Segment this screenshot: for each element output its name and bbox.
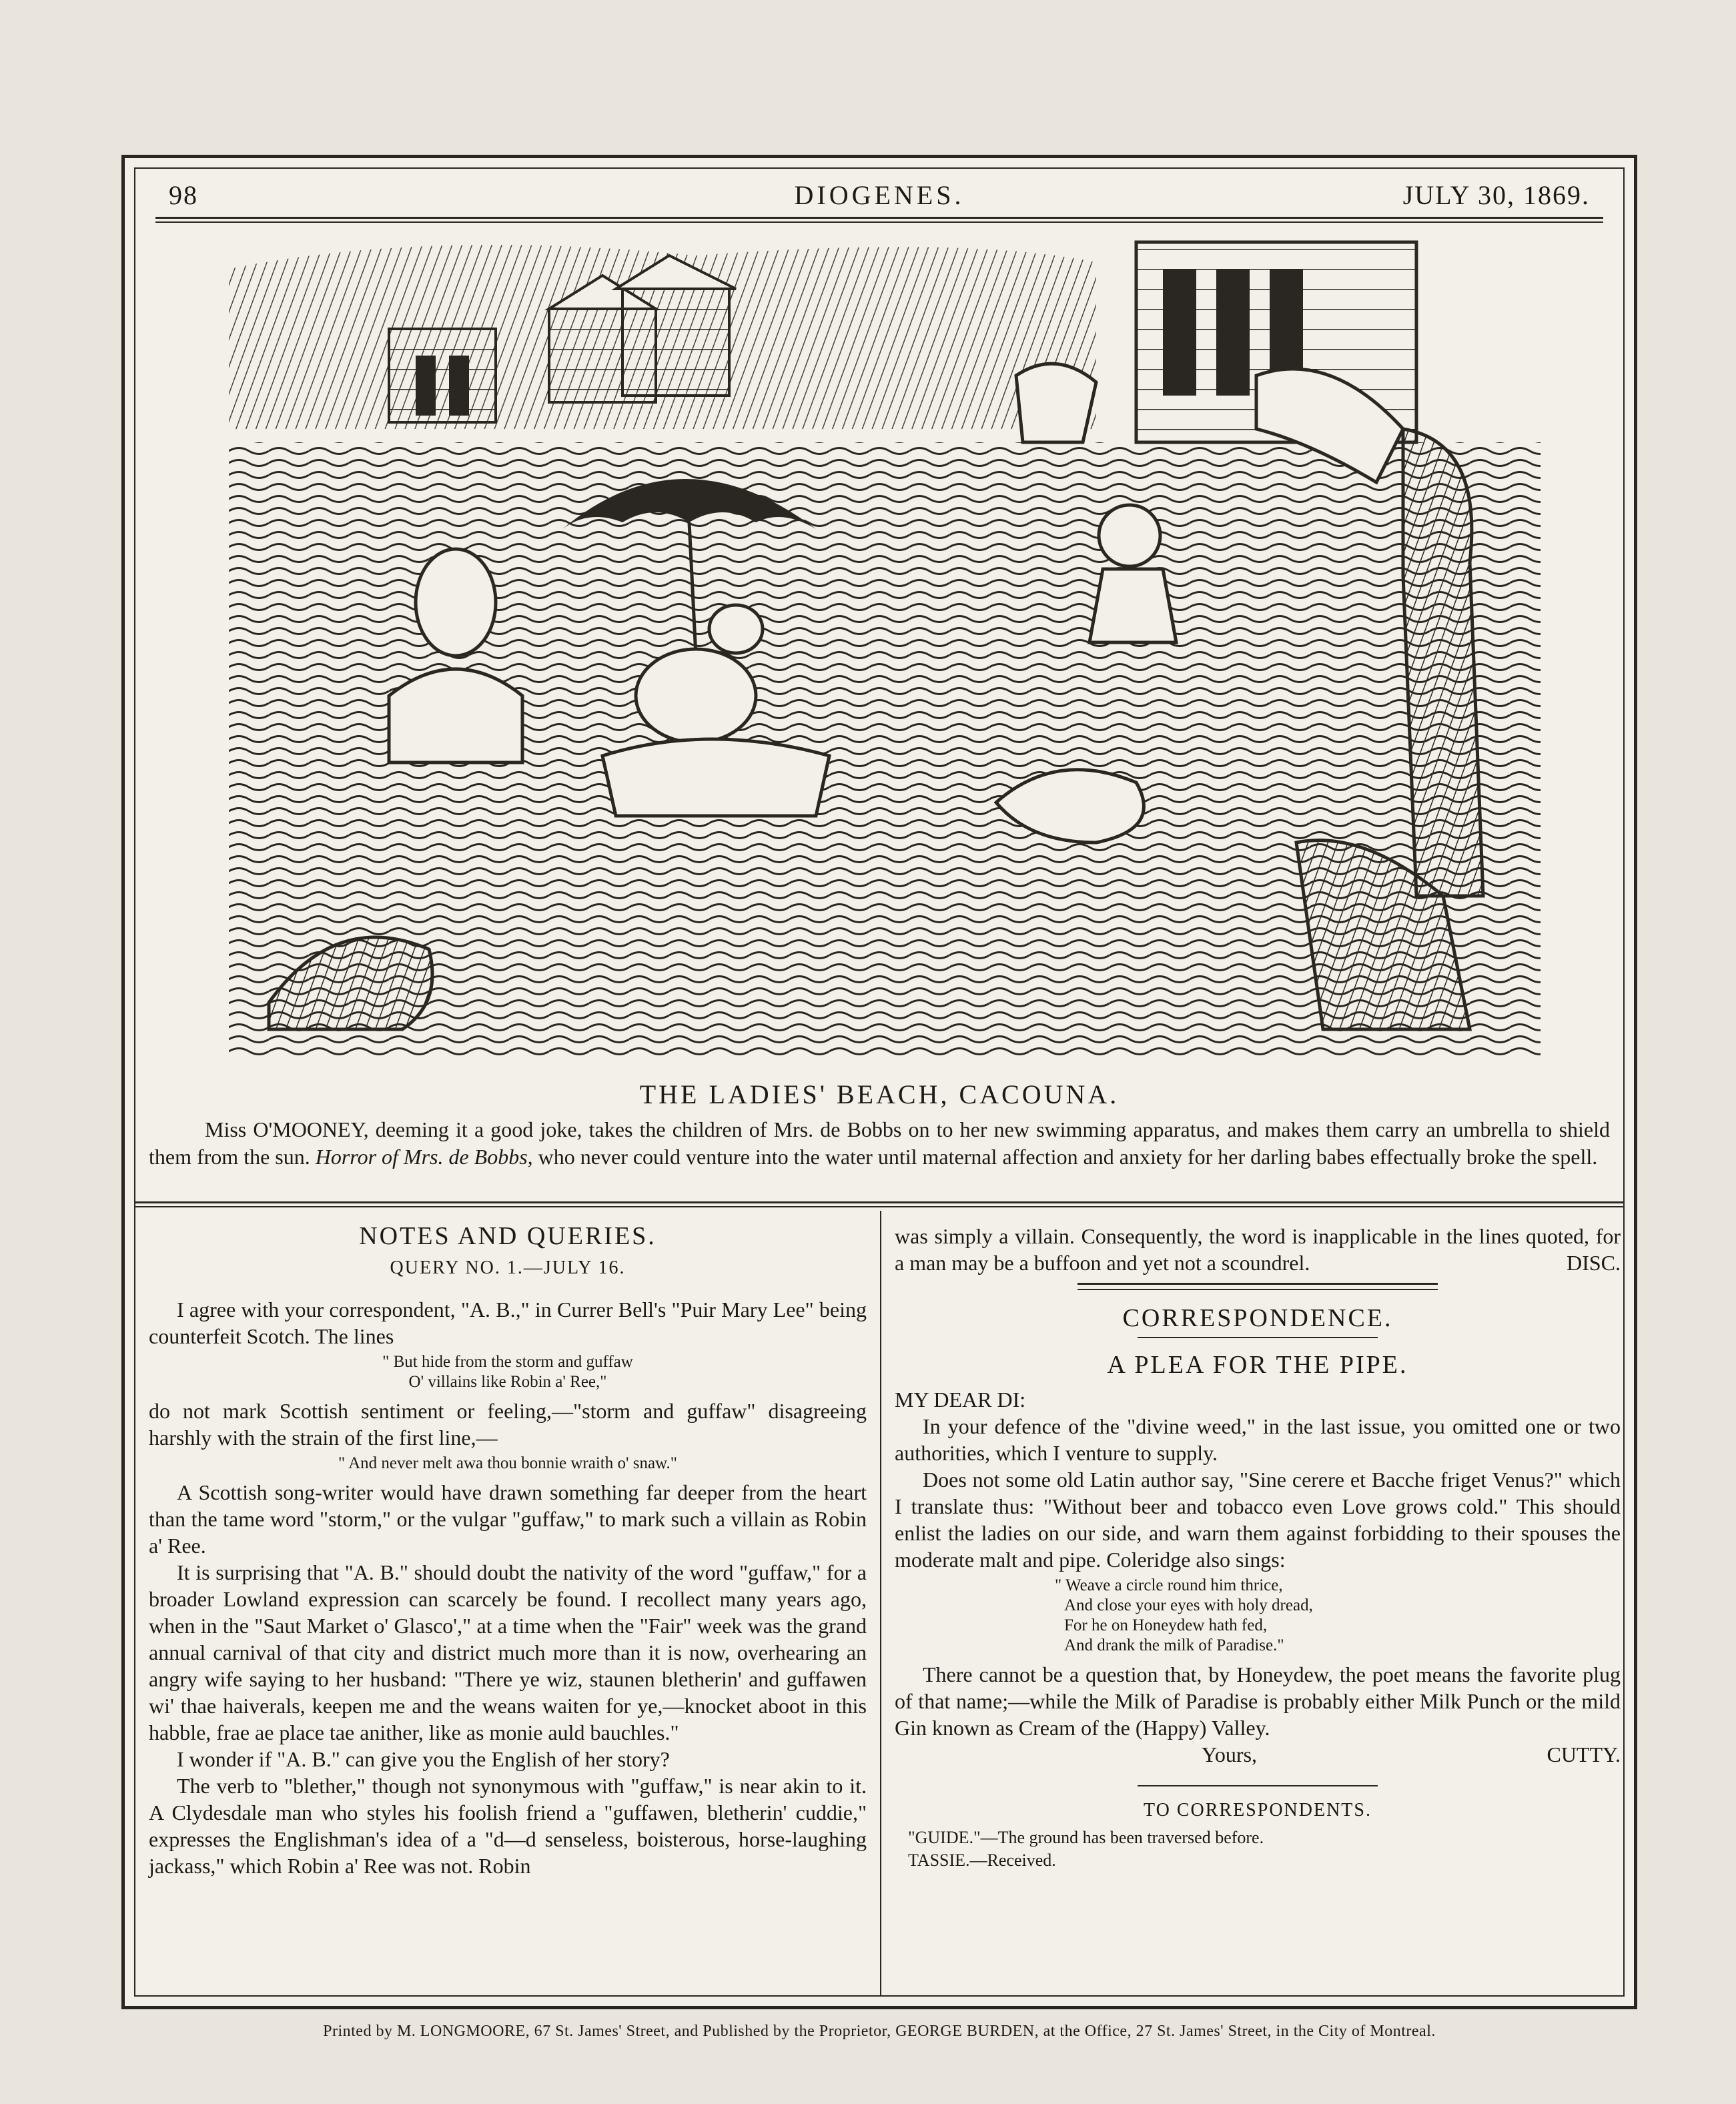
verse-line: O' villains like Robin a' Ree,": [408, 1373, 607, 1391]
notes-subheading: QUERY NO. 1.—JULY 16.: [390, 1257, 626, 1278]
notes-signature: DISC.: [1567, 1251, 1621, 1275]
verse-line: " Weave a circle round him thrice,: [1055, 1576, 1283, 1594]
correspondence-title: A PLEA FOR THE PIPE.: [1107, 1351, 1408, 1379]
page-frame: [134, 167, 1625, 1997]
heading-rule: [1138, 1337, 1378, 1338]
notes-paragraph-2: do not mark Scottish sentiment or feeling,—"storm and guffaw" disagreeing harshly with the strain of the first line,—: [149, 1399, 867, 1450]
to-correspondents-item: "GUIDE."—The ground has been traversed before.: [908, 1828, 1264, 1847]
section-divider-thin: [135, 1206, 1623, 1207]
to-correspondents-heading: TO CORRESPONDENTS.: [1144, 1800, 1372, 1820]
illustration-caption-title: THE LADIES' BEACH, CACOUNA.: [639, 1079, 1120, 1109]
caption-text-2: who never could venture into the water until maternal affection and anxiety for her darling babes effectually broke the spell.: [532, 1145, 1598, 1169]
illustration-caption: [149, 1116, 1610, 1171]
right-column: [895, 1223, 1621, 1872]
verse-line: And close your eyes with holy dread,: [1064, 1596, 1313, 1614]
coleridge-verse: [895, 1576, 1621, 1656]
caption-text-1: Miss O'MOONEY, deeming it a good joke, takes the children of Mrs. de Bobbs on to her new swimming apparatus, and makes them carry an umbrella to shield them from the sun.: [149, 1117, 1610, 1169]
correspondence-paragraph-3: There cannot be a question that, by Honeydew, the poet means the favorite plug of that name;—while the Milk of Paradise is probably either Milk Punch or the mild Gin known as Cream of the (Happy) Valley.: [895, 1662, 1621, 1740]
newspaper-page: [121, 155, 1637, 2009]
notes-and-queries-column: [149, 1223, 867, 1879]
to-correspondents: [895, 1797, 1621, 1872]
notes-paragraph-3: A Scottish song-writer would have drawn something far deeper from the heart than the tame word "storm," or the vulgar "guffaw," to mark such a villain as Robin a' Ree.: [149, 1480, 867, 1558]
signature: CUTTY.: [1547, 1742, 1621, 1766]
notes-paragraph-6: The verb to "blether," though not synonymous with "guffaw," is near akin to it. A Clydesdale man who styles his foolish friend a "guffawen, bletherin' cuddie," expresses the Englishman's idea of a "d—d senseless, boisterous, horse-laughing jackass," which Robin a' Ree was not. Robin: [149, 1774, 867, 1878]
caption-paragraph: [149, 1116, 1610, 1171]
section-divider: [135, 1201, 1623, 1203]
masthead: [162, 174, 1597, 215]
masthead-rule-thin: [155, 221, 1603, 223]
caption-text-italic: Horror of Mrs. de Bobbs,: [315, 1145, 533, 1169]
correspondence-paragraph-1: In your defence of the "divine weed," in the last issue, you omitted one or two authorities, which I venture to supply.: [895, 1414, 1621, 1465]
notes-paragraph-1: I agree with your correspondent, "A. B.," in Currer Bell's "Puir Mary Lee" being counterfeit Scotch. The lines: [149, 1297, 867, 1348]
to-correspondents-item: TASSIE.—Received.: [908, 1851, 1056, 1870]
engraving-bathers-beach-icon: [229, 229, 1541, 1056]
issue-date: JULY 30, 1869.: [1402, 180, 1590, 210]
correspondence-heading: CORRESPONDENCE.: [1122, 1304, 1393, 1332]
notes-verse-2: [149, 1454, 867, 1474]
section-rule: [1077, 1283, 1438, 1285]
notes-paragraph-5: I wonder if "A. B." can give you the English of her story?: [177, 1747, 670, 1771]
notes-verse-1: [149, 1352, 867, 1392]
notes-paragraph-4: It is surprising that "A. B." should doubt the nativity of the word "guffaw," for a broader Lowland expression can scarcely be found. I recollect many years ago, when in the "Saut Market o' Glasco'," at a time when the "Fair" week was the grand annual carnival of that city and district much more than it is now, overhearing an angry wife saying to her husband: "There ye wiz, staunen bletherin' and guffawen wi' thae haiverals, keepen me and the weans waiten for ye,—knocket aboot in this habble, frae ae place tae anither, like as monie auld bauchles.": [149, 1560, 867, 1744]
publication-name: DIOGENES.: [794, 180, 965, 210]
correspondence-signoff: [895, 1741, 1621, 1768]
imprint-footer: Printed by M. LONGMOORE, 67 St. James' Street, and Published by the Proprietor, GEORGE BURDEN, at the Office, 27 St. James' Street, in the City of Montreal.: [323, 2023, 1436, 2040]
salutation: MY DEAR DI:: [895, 1388, 1026, 1412]
section-rule: [1138, 1785, 1378, 1786]
correspondence-paragraph-2: Does not some old Latin author say, "Sine cerere et Bacche friget Venus?" which I translate thus: "Without beer and tobacco even Love grows cold." This should enlist the ladies on our side, and warn them against forbidding to their spouses the moderate malt and pipe. Coleridge also sings:: [895, 1468, 1621, 1572]
closing: Yours,: [1202, 1742, 1258, 1766]
notes-continued-text: was simply a villain. Consequently, the word is inapplicable in the lines quoted, for a man may be a buffoon and yet not a scoundrel.: [895, 1224, 1621, 1275]
verse-line: " And never melt awa thou bonnie wraith o' snaw.": [338, 1454, 677, 1472]
notes-heading: NOTES AND QUERIES.: [359, 1222, 657, 1250]
section-rule-thin: [1077, 1289, 1438, 1290]
column-rule: [880, 1211, 881, 1995]
illustration-svg: [229, 229, 1541, 1056]
verse-line: " But hide from the storm and guffaw: [382, 1353, 633, 1371]
page-number: 98: [169, 180, 198, 210]
verse-line: For he on Honeydew hath fed,: [1064, 1616, 1268, 1634]
masthead-rule: [155, 217, 1603, 219]
verse-line: And drank the milk of Paradise.": [1064, 1636, 1284, 1654]
